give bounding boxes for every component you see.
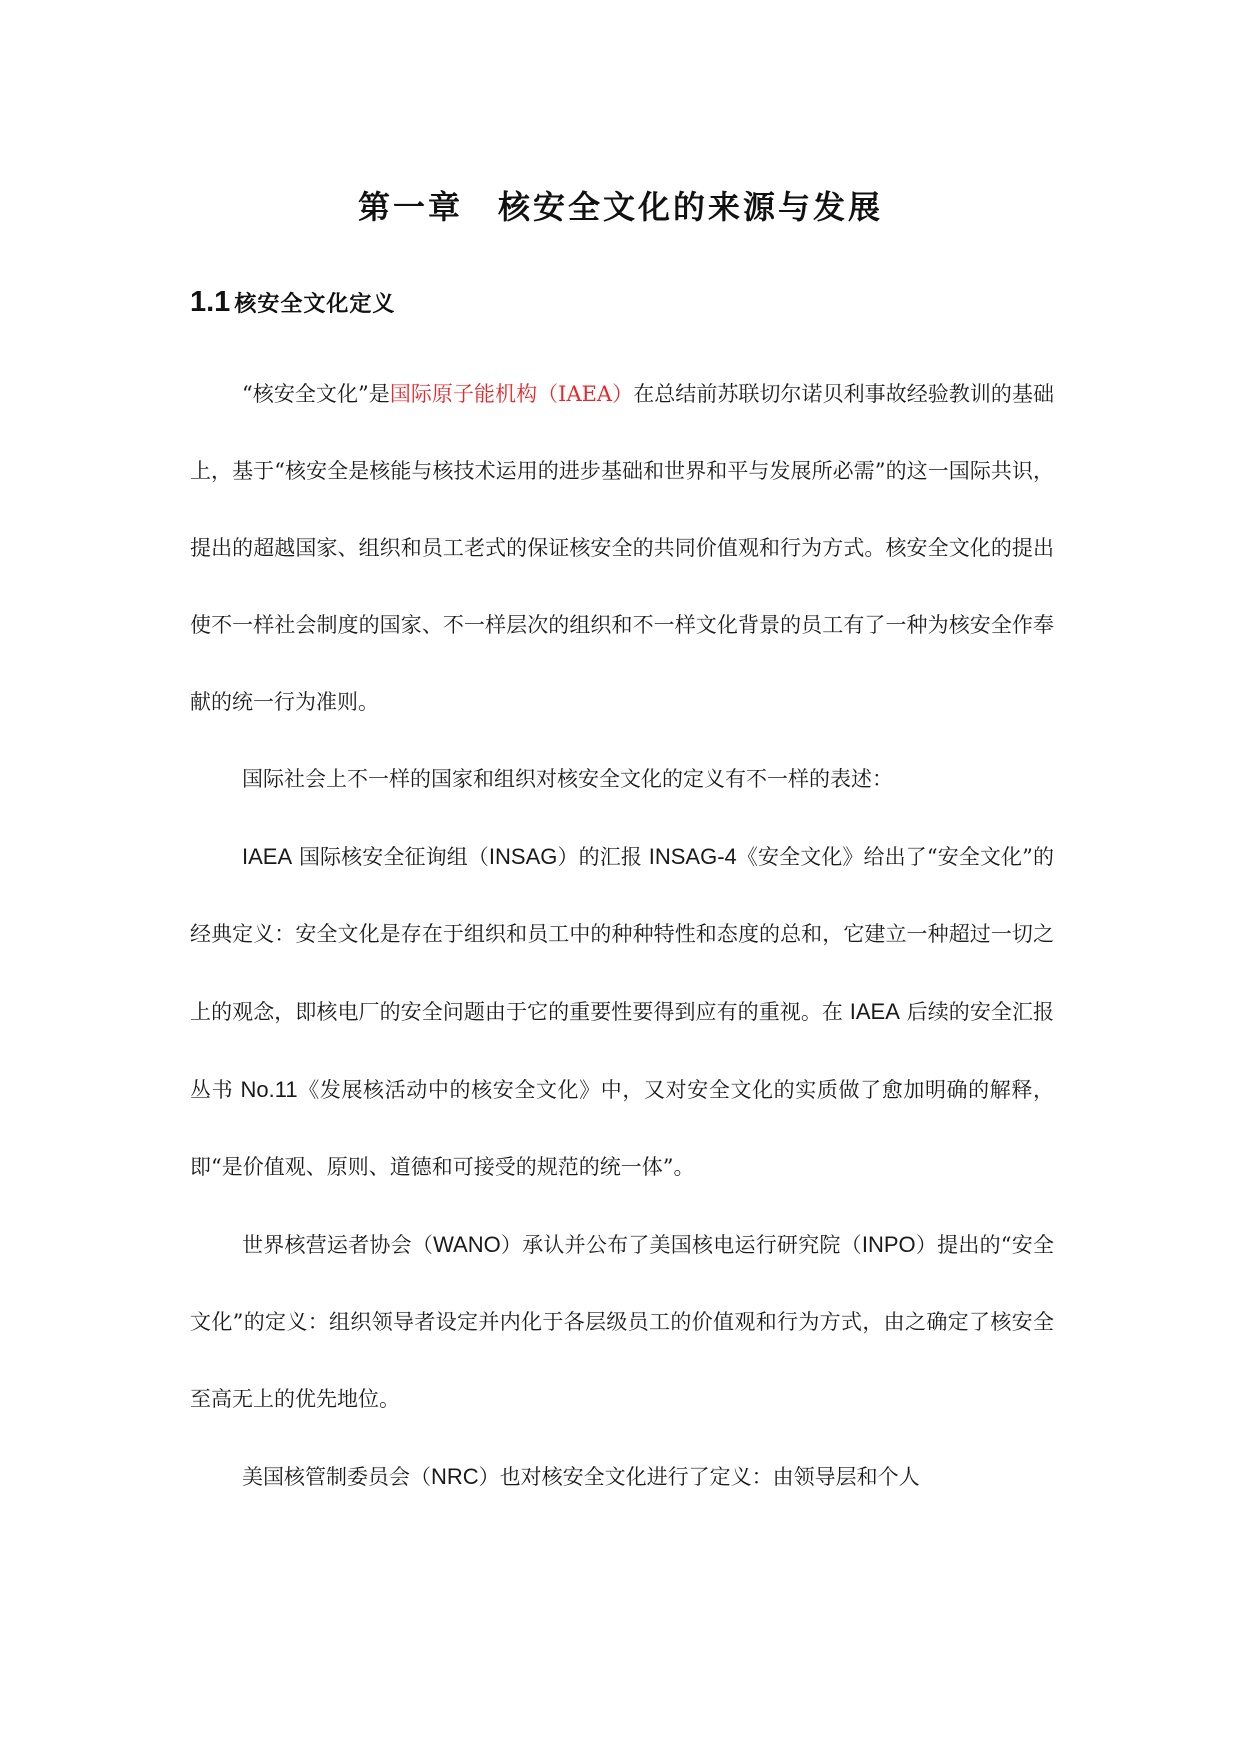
text-run: IAEA xyxy=(242,844,293,869)
section-heading xyxy=(190,286,395,319)
paragraph: 国际社会上不一样的国家和组织对核安全文化的定义有不一样的表述： xyxy=(242,767,893,791)
paragraph xyxy=(190,356,1054,741)
paragraph xyxy=(190,1438,1054,1516)
text-run: ）承认并公布了美国核电运行研究院（ xyxy=(500,1233,862,1257)
text-run: ）提出的“安全文化”的定义：组织领导者设定并内化于各层级员工的价值观和行为方式，由之确定了核安全至高无上的优先地位。 xyxy=(190,1233,1055,1411)
text-run: INSAG-4 xyxy=(648,844,737,869)
paragraph xyxy=(190,1206,1054,1438)
text-run: 后续的安全汇报丛书 xyxy=(190,1000,1055,1102)
text-run: “核安全文化”是 xyxy=(242,382,390,406)
text-run: 《发展核活动中的核安全文化》中，又对安全文化的实质做了愈加明确的解释，即“是价值观、原则、道德和可接受的规范的统一体”。 xyxy=(190,1078,1055,1179)
text-run: No.11 xyxy=(240,1077,298,1102)
text-run: 美国核管制委员会（ xyxy=(242,1465,431,1489)
text-run: INSAG xyxy=(488,844,558,869)
text-run: 在总结前苏联切尔诺贝利事故经验教训的基础上，基于“核安全是核能与核技术运用的进步基础和世界和平与发展所必需”的这一国际共识，提出的超越国家、组织和员工老式的保证核安全的共同价值观和行为方式。核安全文化的提出使不一样社会制度的国家、不一样层次的组织和不一样文化背景的员工有了一种为核安全作奉献的统一行为准则。 xyxy=(190,382,1054,714)
body-text xyxy=(190,356,1054,1516)
chapter-title: 第一章 核安全文化的来源与发展 xyxy=(357,188,883,226)
text-run: 《安全文化》给出了“安全文化”的经典定义：安全文化是存在于组织和员工中的种种特性和态度的总和，它建立一种超过一切之上的观念，即核电厂的安全问题由于它的重要性要得到应有的重视。在 xyxy=(190,845,1054,1024)
text-run: ）的汇报 xyxy=(557,845,642,869)
paragraph xyxy=(190,818,1054,1206)
text-run: 世界核营运者协会（ xyxy=(242,1233,434,1257)
text-run: WANO xyxy=(433,1232,501,1257)
text-run: INPO xyxy=(861,1232,916,1257)
text-run: ）也对核安全文化进行了定义：由领导层和个人 xyxy=(478,1465,920,1489)
text-run: 国际核安全征询组（ xyxy=(298,845,489,869)
highlighted-term: 国际原子能机构（IAEA） xyxy=(389,382,634,406)
text-run: NRC xyxy=(431,1464,479,1489)
text-run: IAEA xyxy=(849,999,900,1024)
section-number: 1.1 xyxy=(190,286,231,318)
section-title: 核安全文化定义 xyxy=(234,291,396,317)
